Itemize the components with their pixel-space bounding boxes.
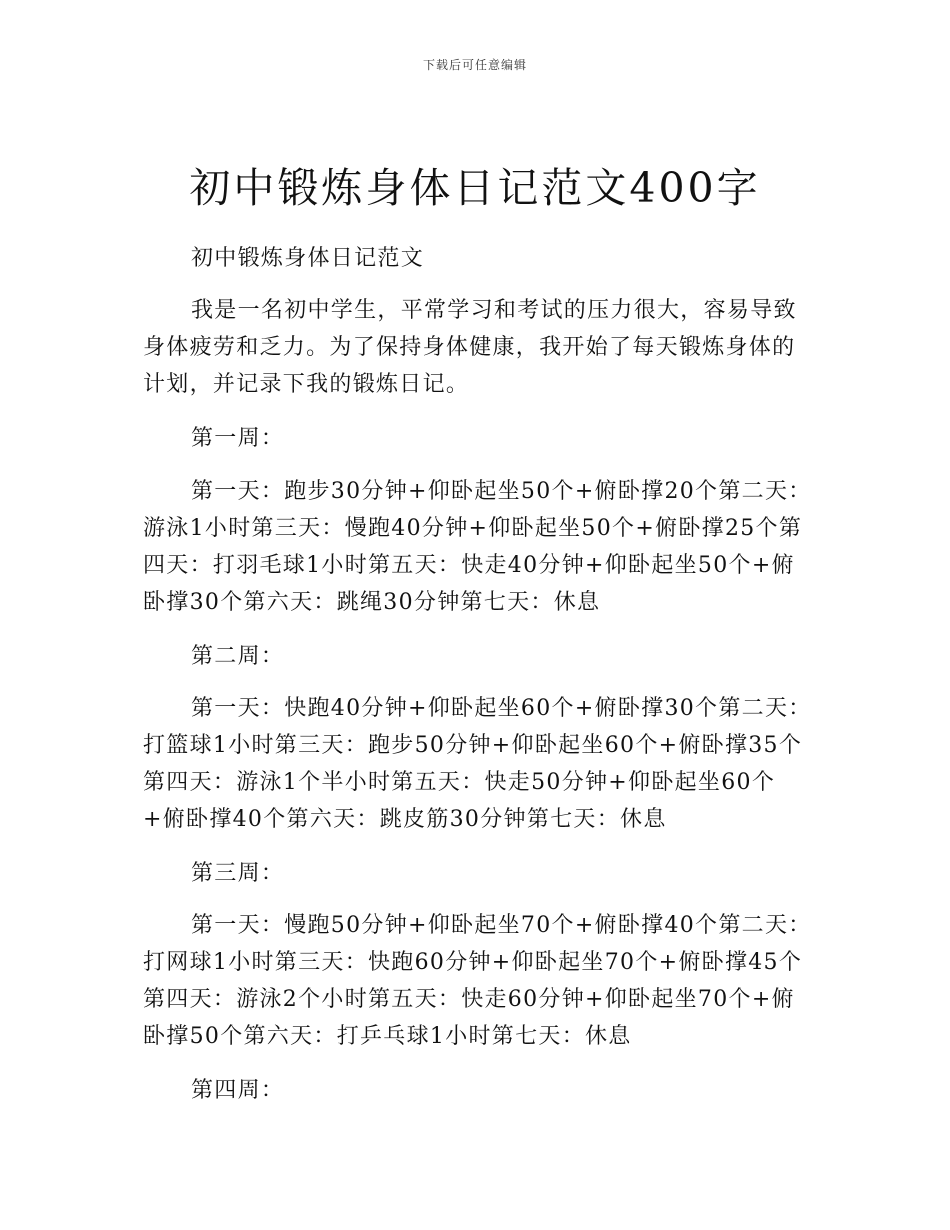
week-3-content: 第一天：慢跑50分钟+仰卧起坐70个+俯卧撑40个第二天：打网球1小时第三天：快跑60分钟+仰卧起坐70个+俯卧撑45个第四天：游泳2个小时第五天：快走60分钟+仰卧起坐70个+俯卧撑50个第六天：打乒乓球1小时第七天：休息 — [143, 913, 812, 1049]
week-2-content: 第一天：快跑40分钟+仰卧起坐60个+俯卧撑30个第二天：打篮球1小时第三天：跑步50分钟+仰卧起坐60个+俯卧撑35个第四天：游泳1个半小时第五天：快走50分钟+仰卧起坐60个+俯卧撑40个第六天：跳皮筋30分钟第七天：休息 — [143, 696, 812, 832]
week-4-label: 第四周： — [191, 1078, 285, 1103]
week-1-content: 第一天：跑步30分钟+仰卧起坐50个+俯卧撑20个第二天：游泳1小时第三天：慢跑40分钟+仰卧起坐50个+俯卧撑25个第四天：打羽毛球1小时第五天：快走40分钟+仰卧起坐50个+俯卧撑30个第六天：跳绳30分钟第七天：休息 — [143, 479, 812, 615]
intro-paragraph: 我是一名初中学生，平常学习和考试的压力很大，容易导致身体疲劳和乏力。为了保持身体健康，我开始了每天锻炼身体的计划，并记录下我的锻炼日记。 — [143, 298, 797, 397]
week-3-label: 第三周： — [191, 861, 285, 886]
document-title: 初中锻炼身体日记范文400字 — [189, 164, 761, 212]
week-1-label: 第一周： — [191, 426, 285, 451]
document-subtitle: 初中锻炼身体日记范文 — [191, 246, 425, 271]
week-2-label: 第二周： — [191, 644, 285, 669]
header-note: 下载后可任意编辑 — [422, 58, 527, 72]
